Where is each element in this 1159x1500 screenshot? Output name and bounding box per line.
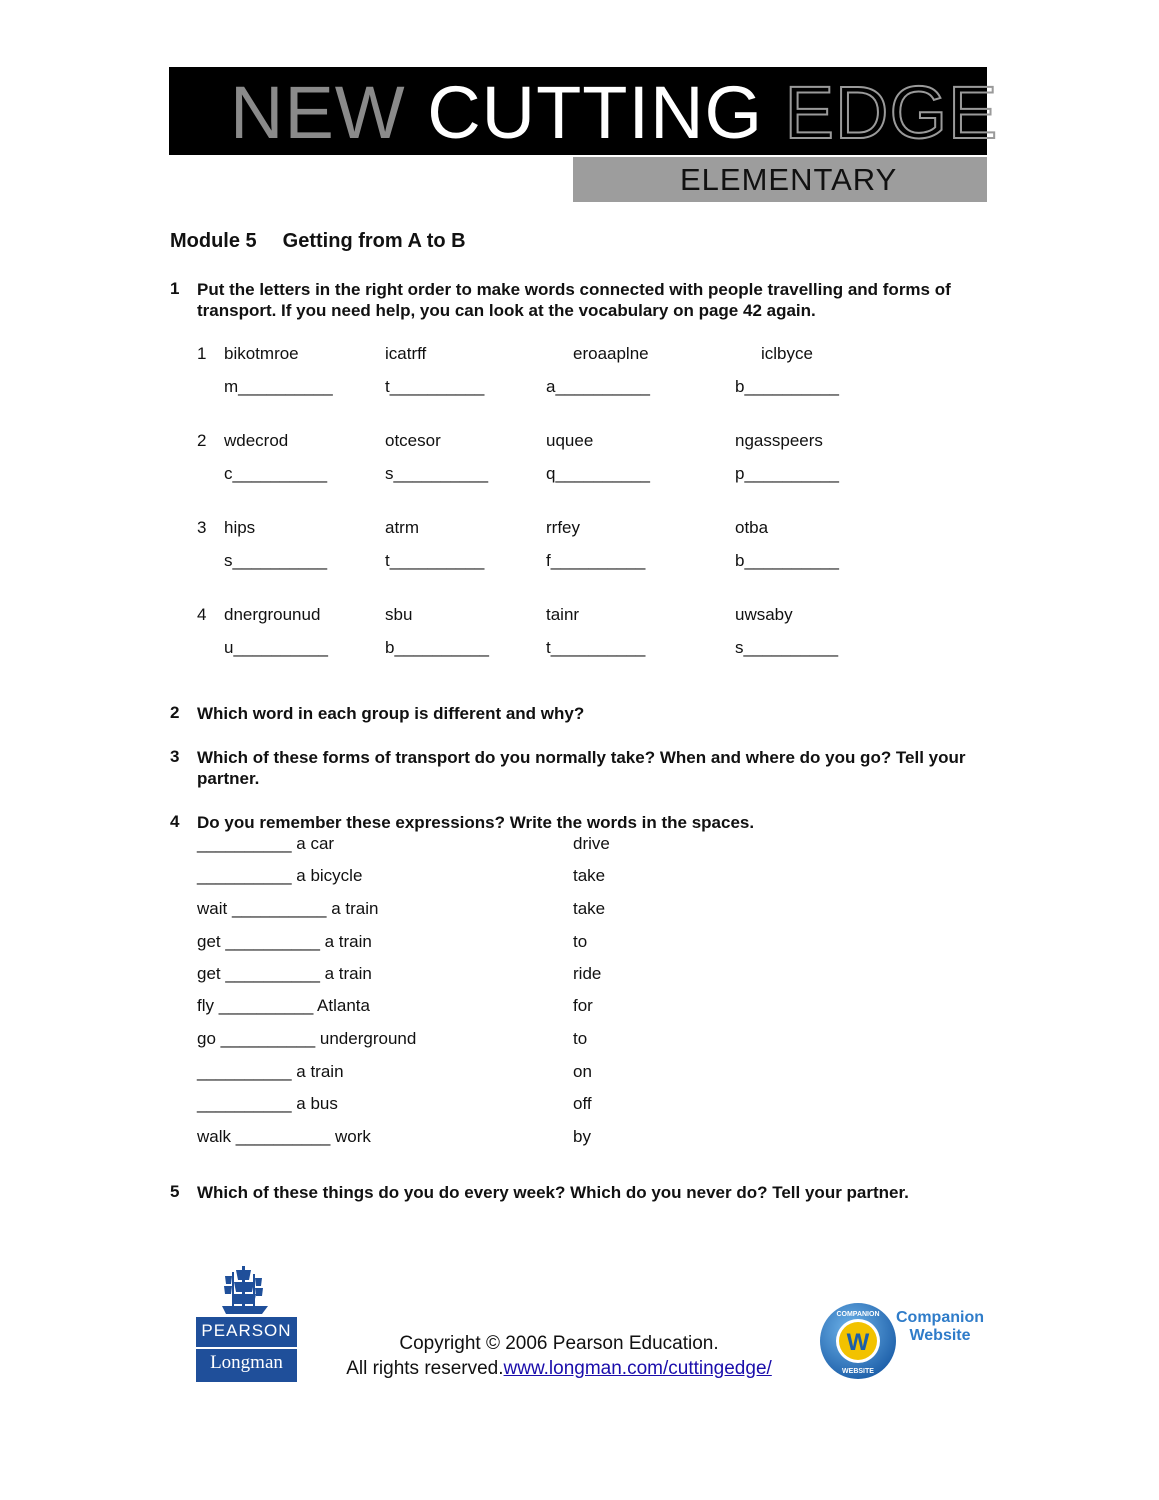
answer-blank[interactable]: t__________ [385,551,485,570]
badge-text-line1: Companion [896,1309,984,1326]
answer-blank[interactable]: q__________ [546,464,651,483]
logo-pearson: PEARSON [201,1321,292,1340]
answer-blank[interactable]: m__________ [224,377,333,396]
word-option: for [573,996,593,1015]
question-1-number: 1 [170,279,180,298]
companion-website-badge[interactable] [818,1300,990,1382]
answer-blank[interactable]: p__________ [735,464,840,483]
scrambled-word: hips [224,518,256,537]
badge-letter: W [846,1329,870,1356]
answer-blank[interactable]: s__________ [385,464,489,483]
scrambled-word: atrm [385,518,419,537]
question-4-number: 4 [170,812,180,831]
website-link[interactable]: www.longman.com/cuttingedge/ [503,1358,772,1379]
answer-blank[interactable]: a__________ [546,377,651,396]
expression: fly __________ Atlanta [197,996,370,1015]
question-5-number: 5 [170,1182,180,1201]
scrambled-word: uquee [546,431,594,450]
scrambled-word: sbu [385,605,413,624]
expression: __________ a bicycle [197,866,363,885]
question-5-text: Which of these things do you do every week? Which do you never do? Tell your partner. [197,1183,909,1202]
scrambled-word: rrfey [546,518,580,537]
answer-blank[interactable]: b__________ [385,638,490,657]
answer-blank[interactable]: b__________ [735,377,840,396]
group-number: 1 [197,344,207,363]
expression: get __________ a train [197,964,372,983]
question-2-number: 2 [170,703,180,722]
scrambled-word: uwsaby [735,605,793,624]
companion-badge-icon [818,1301,898,1381]
answer-blank[interactable]: c__________ [224,464,328,483]
badge-text-line2: Website [909,1327,971,1344]
level-label: ELEMENTARY [680,162,898,197]
word-option: by [573,1127,591,1146]
badge-ring-bottom: WEBSITE [842,1368,874,1375]
word-option: ride [573,964,602,983]
scrambled-word: icatrff [385,344,427,363]
module-title: Getting from A to B [282,230,466,252]
expression: wait __________ a train [197,899,379,918]
word-option: drive [573,834,610,853]
badge-text [894,1309,986,1345]
expression: go __________ underground [197,1029,417,1048]
answer-blank[interactable]: f__________ [546,551,646,570]
word-option: off [573,1094,592,1113]
answer-blank[interactable]: s__________ [224,551,328,570]
scrambled-word: otba [735,518,769,537]
question-2-text: Which word in each group is different and why? [197,704,585,723]
expression: walk __________ work [197,1127,371,1146]
book-title [230,72,998,154]
title-edge: EDGE [784,71,999,154]
word-option: to [573,932,588,951]
expression: __________ a train [197,1062,344,1081]
expression: __________ a car [197,834,335,853]
title-cutting: CUTTING [427,71,764,154]
scrambled-word: dnergrounud [224,605,321,624]
scrambled-word: otcesor [385,431,441,450]
badge-ring-top: COMPANION [836,1311,880,1318]
word-option: to [573,1029,588,1048]
answer-blank[interactable]: u__________ [224,638,329,657]
scrambled-word: tainr [546,605,580,624]
word-option: take [573,899,606,918]
word-option: on [573,1062,592,1081]
answer-blank[interactable]: t__________ [546,638,646,657]
module-label: Module 5 [170,230,257,252]
scrambled-word: bikotmroe [224,344,299,363]
group-number: 3 [197,518,207,537]
scrambled-word: wdecrod [224,431,289,450]
copyright-line: Copyright © 2006 Pearson Education. [399,1333,719,1354]
expression: get __________ a train [197,932,372,951]
logo-longman: Longman [210,1352,283,1373]
module-heading [170,230,466,253]
question-1-text: Put the letters in the right order to make words connected with people travelling and forms of transport. If you need help, you can look at the vocabulary on page 42 again. [197,280,951,320]
word-option: take [573,866,606,885]
scrambled-word: iclbyce [761,344,813,363]
answer-blank[interactable]: s__________ [735,638,839,657]
scrambled-word: ngasspeers [735,431,823,450]
expression: __________ a bus [197,1094,338,1113]
answer-blank[interactable]: t__________ [385,377,485,396]
scrambled-word: eroaaplne [573,344,649,363]
question-3-text: Which of these forms of transport do you normally take? When and where do you go? Tell your partner. [197,748,966,788]
question-3-number: 3 [170,747,180,766]
group-number: 4 [197,605,207,624]
title-new: NEW [230,71,406,154]
question-4-text: Do you remember these expressions? Write the words in the spaces. [197,813,755,832]
group-number: 2 [197,431,207,450]
rights-text: All rights reserved. [346,1358,504,1379]
answer-blank[interactable]: b__________ [735,551,840,570]
